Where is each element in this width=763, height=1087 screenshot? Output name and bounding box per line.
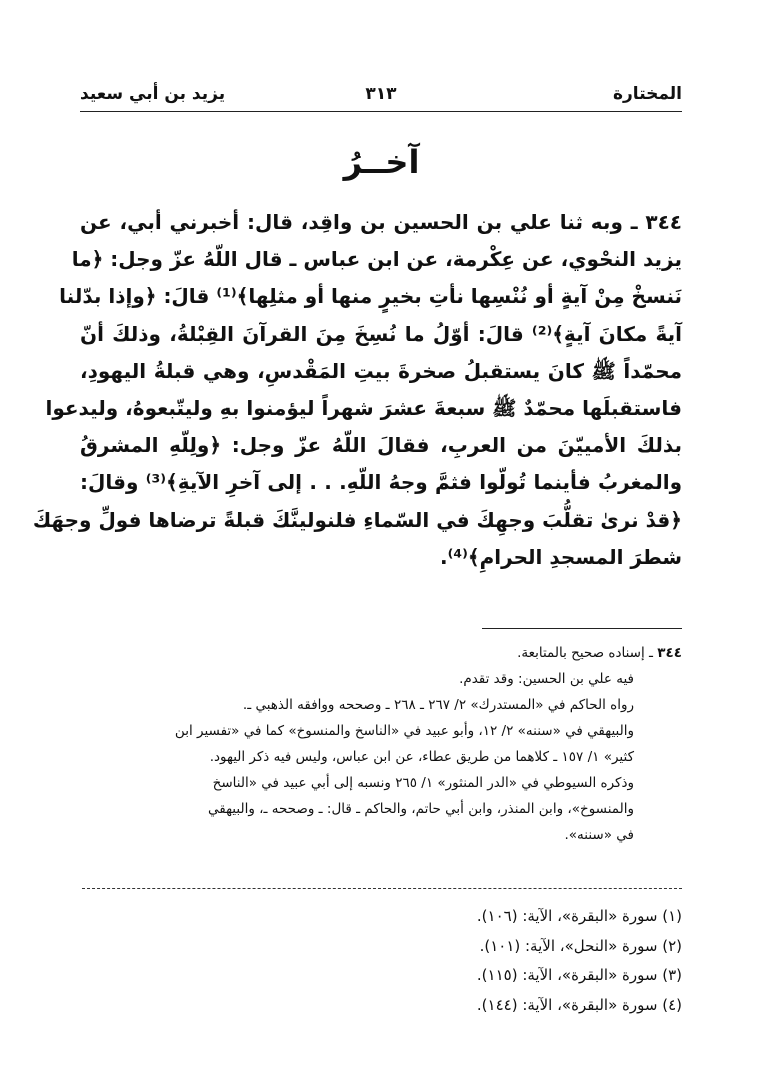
text-line: والمغربُ فأينما تُولّوا فثمَّ وجهُ اللّهِ. . . إلى آخرِ الآيةِ﴾⁽³⁾ وقالَ:: [80, 470, 683, 495]
page-number: ٣١٣: [365, 84, 397, 104]
footnote: (٢) سورة «النحل»، الآية: (١٠١).: [479, 936, 682, 955]
text-line: نَنسخْ مِنْ آيةٍ أو نُنْسِها نأتِ بخيرٍ منها أو مثلِها﴾⁽¹⁾ قالَ: ﴿وإذا بدّلنا: [59, 284, 682, 309]
note-line: والمنسوخ»، وابن المنذر، وابن أبي حاتم، والحاكم ـ قال: ـ وصححه ـ، والبيهقي: [208, 801, 634, 817]
text-line: يزيد النحْوي، عن عِكْرمة، عن ابن عباس ـ قال اللّهُ عزّ وجل: ﴿ما: [71, 247, 682, 272]
footnotes-separator: [82, 888, 682, 889]
hadith-text: [32, 204, 683, 576]
note-number: ٣٤٤: [657, 645, 682, 661]
note-line: فيه علي بن الحسين: وقد تقدم.: [459, 671, 634, 687]
note-line: كثير» ١/ ١٥٧ ـ كلاهما من طريق عطاء، عن ابن عباس، وليس فيه ذكر اليهود.: [209, 749, 634, 765]
text-line: محمّداً ﷺ كانَ يستقبلُ صخرةَ بيتِ المَقْدسِ، وهي قبلةُ اليهودِ،: [80, 358, 682, 383]
header-rule: [80, 111, 682, 112]
running-header: [80, 84, 682, 114]
text-line: بذلكَ الأمييّنَ من العربِ، فقالَ اللّهُ عزّ وجل: ﴿ولِلّهِ المشرقُ: [80, 433, 682, 458]
takhrij-notes: [80, 640, 682, 848]
note-line: وذكره السيوطي في «الدر المنثور» ١/ ٢٦٥ ونسبه إلى أبي عبيد في «الناسخ: [212, 775, 634, 791]
note-head: ـ إسناده صحيح بالمتابعة.: [517, 645, 653, 661]
footnote: (١) سورة «البقرة»، الآية: (١٠٦).: [476, 907, 682, 925]
text-line: آيةً مكانَ آيةٍ﴾⁽²⁾ قالَ: أوّلُ ما نُسِخَ مِنَ القرآنَ القِبْلةُ، وذلكَ أنّ: [80, 321, 682, 346]
note-line: رواه الحاكم في «المستدرك» ٢/ ٢٦٧ ـ ٢٦٨ ـ وصححه ووافقه الذهبي ـ.: [242, 697, 634, 713]
text-line: فاستقبلَها محمّدٌ ﷺ سبعةَ عشرَ شهراً ليؤمنوا بهِ وليتّبعوهُ، وليدعوا: [45, 396, 682, 421]
footnotes: [80, 902, 682, 1020]
section-title: آخــرُ: [343, 143, 420, 181]
notes-separator: [482, 628, 682, 629]
note-line: والبيهقي في «سننه» ٢/ ١٢، وأبو عبيد في «الناسخ والمنسوخ» كما في «تفسير ابن: [174, 723, 634, 739]
note-head-line: [80, 640, 682, 666]
note-line: في «سننه».: [564, 827, 634, 843]
text-line: ٣٤٤ ـ وبه ثنا علي بن الحسين بن واقِد، قال: أخبرني أبي، عن: [80, 210, 682, 234]
text-line: ﴿قدْ نرىٰ تقلُّبَ وجهِكَ في السّماءِ فلنولينَّكَ قبلةً ترضاها فولِّ وجهَكَ: [32, 507, 682, 532]
header-book-title: المختارة: [612, 84, 682, 104]
header-chapter-title: يزيد بن أبي سعيد: [80, 84, 226, 104]
footnote: (٤) سورة «البقرة»، الآية: (١٤٤).: [476, 995, 682, 1014]
text-line: شطرَ المسجدِ الحرامِ﴾⁽⁴⁾.: [440, 544, 682, 569]
footnote: (٣) سورة «البقرة»، الآية: (١١٥).: [476, 966, 682, 984]
